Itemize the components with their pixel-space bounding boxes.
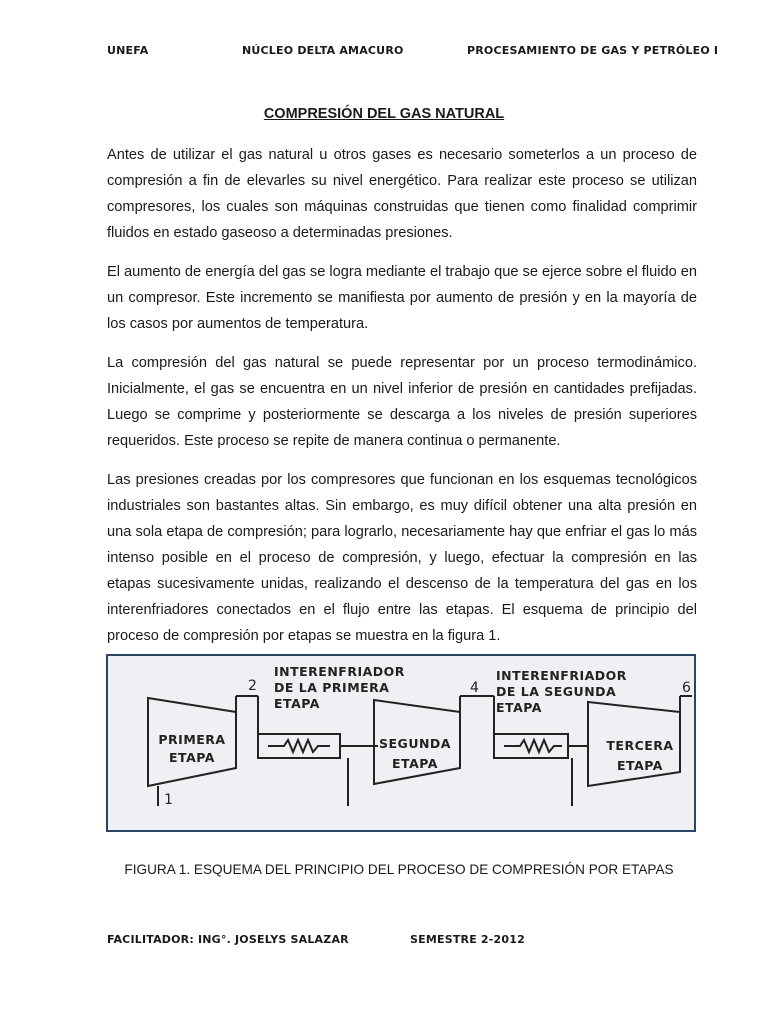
document-body bbox=[107, 142, 697, 662]
paragraph: La compresión del gas natural se puede representar por un proceso termodinámico. Inicialmente, el gas se encuentra en un nivel inferior de presión en cantidades prefijadas. Luego se comprime y posteriormente se descarga a los niveles de presión superiores requeridos. Este proceso se repite de manera continua o permanente. bbox=[107, 355, 697, 449]
header-campus: NÚCLEO DELTA AMACURO bbox=[242, 44, 404, 57]
page-header bbox=[0, 44, 768, 60]
cooler1-label-line2: DE LA PRIMERA bbox=[274, 680, 390, 695]
compression-stages-figure bbox=[106, 654, 696, 832]
stage3-label-line1: TERCERA bbox=[606, 738, 674, 753]
footer-semester: SEMESTRE 2-2012 bbox=[410, 933, 525, 946]
header-course: PROCESAMIENTO DE GAS Y PETRÓLEO I bbox=[467, 44, 719, 57]
stage1-label-line2: ETAPA bbox=[169, 750, 215, 765]
document-title: COMPRESIÓN DEL GAS NATURAL bbox=[263, 106, 505, 122]
point-6-label: 6 bbox=[682, 680, 691, 696]
cooler2-label-line1: INTERENFRIADOR bbox=[496, 668, 627, 683]
point-1-label: 1 bbox=[164, 792, 173, 808]
footer-facilitator: FACILITADOR: ING°. JOSELYS SALAZAR bbox=[107, 933, 349, 946]
cooler1-label-line1: INTERENFRIADOR bbox=[274, 664, 405, 679]
cooler2-label-line3: ETAPA bbox=[496, 700, 542, 715]
stage1-label-line1: PRIMERA bbox=[158, 732, 226, 747]
point-2-label: 2 bbox=[248, 678, 257, 694]
paragraph: El aumento de energía del gas se logra mediante el trabajo que se ejerce sobre el fluido en un compresor. Este incremento se manifiesta por aumento de presión y en la mayoría de los casos por aumentos de temperatura. bbox=[107, 264, 697, 332]
figure-caption: FIGURA 1. ESQUEMA DEL PRINCIPIO DEL PROCESO DE COMPRESIÓN POR ETAPAS bbox=[124, 862, 674, 877]
point-4-label: 4 bbox=[470, 680, 479, 696]
paragraph: Las presiones creadas por los compresores que funcionan en los esquemas tecnológicos industriales son bastantes altas. Sin embargo, es muy difícil obtener una alta presión en una sola etapa de compresión; para lograrlo, necesariamente hay que enfriar el gas lo más intenso posible en el proceso de compresión, y luego, efectuar la compresión en las etapas sucesivamente unidas, realizando el descenso de la temperatura del gas en los interenfriadores conectados en el flujo entre las etapas. El esquema de principio del proceso de compresión por etapas se muestra en la figura 1. bbox=[107, 472, 697, 644]
paragraph: Antes de utilizar el gas natural u otros gases es necesario someterlos a un proceso de compresión a fin de elevarles su nivel energético. Para realizar este proceso se utilizan compresores, los cuales son máquinas construidas que tienen como finalidad comprimir fluidos en estado gaseoso a determinadas presiones. bbox=[107, 147, 697, 241]
cooler1-label-line3: ETAPA bbox=[274, 696, 320, 711]
stage2-label-line2: ETAPA bbox=[392, 756, 438, 771]
header-institution: UNEFA bbox=[107, 44, 149, 57]
stage2-label-line1: SEGUNDA bbox=[379, 736, 451, 751]
cooler2-label-line2: DE LA SEGUNDA bbox=[496, 684, 617, 699]
compression-diagram bbox=[108, 656, 694, 830]
page-footer bbox=[0, 933, 768, 949]
stage3-label-line2: ETAPA bbox=[617, 758, 663, 773]
